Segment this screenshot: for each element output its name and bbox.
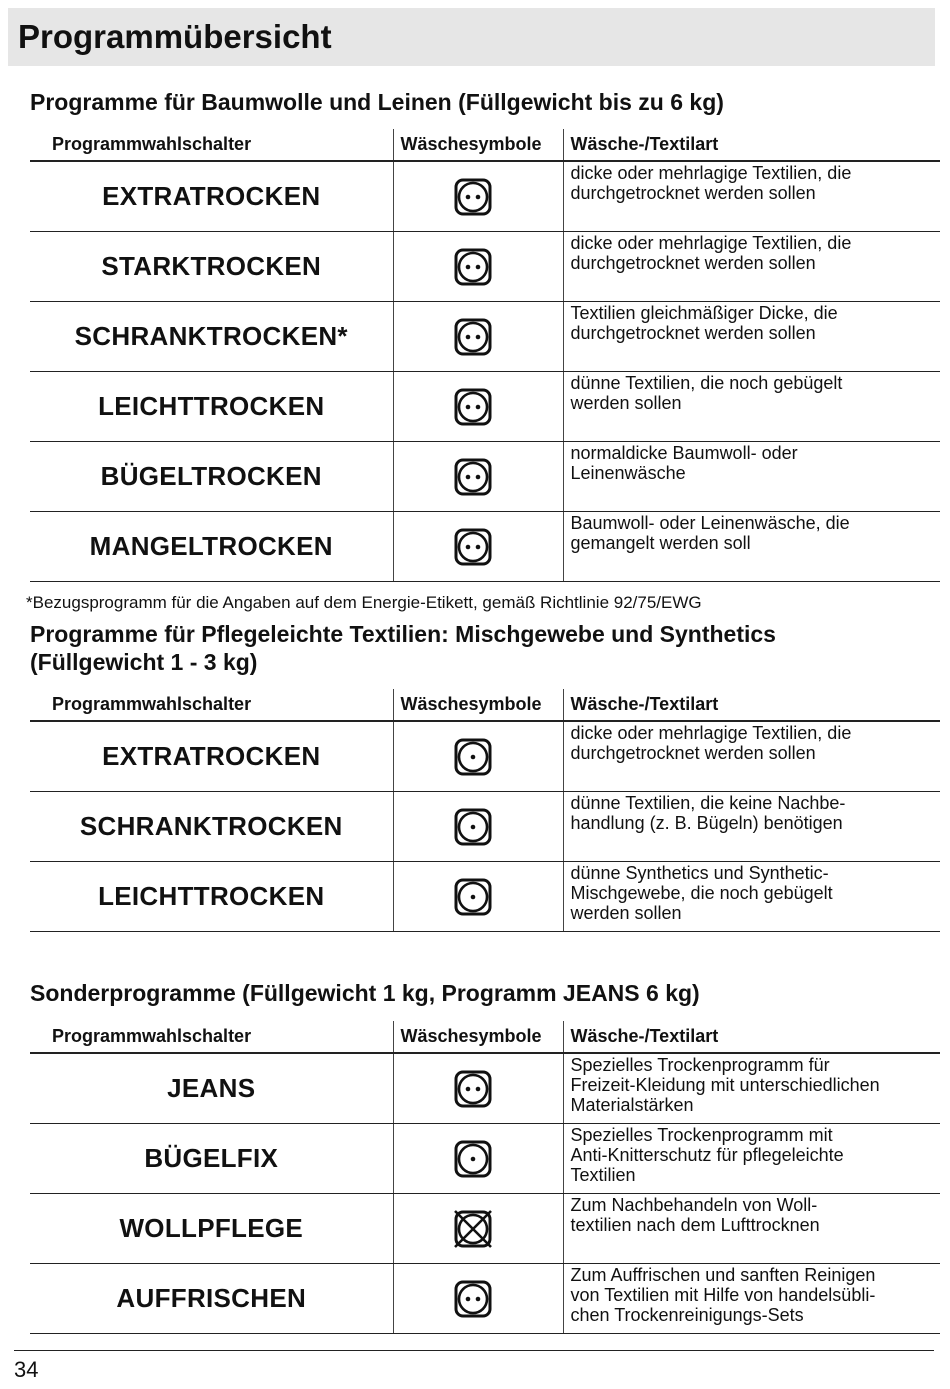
column-header-textile: Wäsche-/Textilart <box>563 129 940 161</box>
table-row <box>30 442 940 512</box>
footnote: *Bezugsprogramm für die Angaben auf dem Energie-Etikett, gemäß Richtlinie 92/75/EWG <box>26 593 702 612</box>
table-row <box>30 372 940 442</box>
textile-description: dicke oder mehrlagige Textilien, die durchgetrocknet werden sollen <box>563 232 940 302</box>
column-header-textile: Wäsche-/Textilart <box>563 1021 940 1053</box>
laundry-symbol-cell <box>393 721 563 792</box>
column-header-textile: Wäsche-/Textilart <box>563 689 940 721</box>
column-header-symbol: Wäschesymbole <box>393 1021 563 1053</box>
program-table-synthetics <box>30 689 940 932</box>
textile-description: dicke oder mehrlagige Textilien, die durchgetrocknet werden sollen <box>563 161 940 232</box>
textile-description: dünne Textilien, die keine Nachbe- handlung (z. B. Bügeln) benötigen <box>563 792 940 862</box>
laundry-symbol-cell <box>393 1194 563 1264</box>
textile-description: normaldicke Baumwoll- oder Leinenwäsche <box>563 442 940 512</box>
column-header-symbol: Wäschesymbole <box>393 129 563 161</box>
program-name: SCHRANKTROCKEN* <box>30 302 393 372</box>
column-header-program: Programmwahlschalter <box>30 129 393 161</box>
page-number: 34 <box>14 1357 39 1382</box>
table-row <box>30 1194 940 1264</box>
table-row <box>30 1264 940 1334</box>
laundry-symbol-cell <box>393 1053 563 1124</box>
table-row <box>30 232 940 302</box>
section-heading-special <box>30 979 700 1007</box>
table-header-row <box>30 1021 940 1053</box>
section-heading-line: Programme für Pflegeleichte Textilien: Mischgewebe und Synthetics <box>30 621 776 647</box>
tumble-dry-one-dot-icon <box>454 1140 492 1178</box>
textile-description: dünne Synthetics und Synthetic- Mischgewebe, die noch gebügelt werden sollen <box>563 862 940 932</box>
program-name: EXTRATROCKEN <box>30 721 393 792</box>
tumble-dry-two-dots-icon <box>454 1280 492 1318</box>
laundry-symbol-cell <box>393 512 563 582</box>
tumble-dry-two-dots-icon <box>454 528 492 566</box>
tumble-dry-one-dot-icon <box>454 878 492 916</box>
program-name: BÜGELTROCKEN <box>30 442 393 512</box>
laundry-symbol-cell <box>393 1124 563 1194</box>
section-heading-line: (Füllgewicht 1 - 3 kg) <box>30 649 258 675</box>
program-name: MANGELTROCKEN <box>30 512 393 582</box>
textile-description: Spezielles Trockenprogramm mit Anti-Knitterschutz für pflegeleichte Textilien <box>563 1124 940 1194</box>
column-header-program: Programmwahlschalter <box>30 1021 393 1053</box>
laundry-symbol-cell <box>393 1264 563 1334</box>
tumble-dry-two-dots-icon <box>454 388 492 426</box>
program-table-cotton <box>30 129 940 582</box>
program-name: LEICHTTROCKEN <box>30 862 393 932</box>
textile-description: Zum Auffrischen und sanften Reinigen von Textilien mit Hilfe von handelsübli- chen Trockenreinigungs-Sets <box>563 1264 940 1334</box>
program-name: LEICHTTROCKEN <box>30 372 393 442</box>
table-row <box>30 721 940 792</box>
column-header-symbol: Wäschesymbole <box>393 689 563 721</box>
program-name: SCHRANKTROCKEN <box>30 792 393 862</box>
textile-description: Zum Nachbehandeln von Woll- textilien nach dem Lufttrocknen <box>563 1194 940 1264</box>
table-header-row <box>30 129 940 161</box>
laundry-symbol-cell <box>393 232 563 302</box>
textile-description: Textilien gleichmäßiger Dicke, die durchgetrocknet werden sollen <box>563 302 940 372</box>
tumble-dry-one-dot-icon <box>454 808 492 846</box>
tumble-dry-two-dots-icon <box>454 318 492 356</box>
column-header-program: Programmwahlschalter <box>30 689 393 721</box>
table-row <box>30 1053 940 1124</box>
page-title: Programmübersicht <box>18 18 332 55</box>
tumble-dry-two-dots-icon <box>454 178 492 216</box>
table-row <box>30 512 940 582</box>
program-name: EXTRATROCKEN <box>30 161 393 232</box>
section-heading-line: Sonderprogramme (Füllgewicht 1 kg, Programm JEANS 6 kg) <box>30 980 700 1006</box>
program-name: BÜGELFIX <box>30 1124 393 1194</box>
title-bar <box>8 8 935 66</box>
program-name: STARKTROCKEN <box>30 232 393 302</box>
laundry-symbol-cell <box>393 442 563 512</box>
tumble-dry-two-dots-icon <box>454 248 492 286</box>
program-name: WOLLPFLEGE <box>30 1194 393 1264</box>
section-heading-synthetics <box>30 620 776 676</box>
tumble-dry-two-dots-icon <box>454 1070 492 1108</box>
laundry-symbol-cell <box>393 862 563 932</box>
laundry-symbol-cell <box>393 372 563 442</box>
table-row <box>30 862 940 932</box>
tumble-dry-two-dots-icon <box>454 458 492 496</box>
section-heading-line: Programme für Baumwolle und Leinen (Füllgewicht bis zu 6 kg) <box>30 89 724 115</box>
table-row <box>30 792 940 862</box>
table-header-row <box>30 689 940 721</box>
textile-description: Spezielles Trockenprogramm für Freizeit-Kleidung mit unterschiedlichen Materialstärken <box>563 1053 940 1124</box>
laundry-symbol-cell <box>393 792 563 862</box>
program-name: AUFFRISCHEN <box>30 1264 393 1334</box>
program-name: JEANS <box>30 1053 393 1124</box>
table-row <box>30 1124 940 1194</box>
program-table-special <box>30 1021 940 1334</box>
laundry-symbol-cell <box>393 302 563 372</box>
section-heading-cotton <box>30 88 724 116</box>
table-row <box>30 161 940 232</box>
textile-description: Baumwoll- oder Leinenwäsche, die gemangelt werden soll <box>563 512 940 582</box>
do-not-tumble-dry-icon <box>454 1210 492 1248</box>
page-footer-rule <box>14 1350 934 1351</box>
table-row <box>30 302 940 372</box>
textile-description: dünne Textilien, die noch gebügelt werden sollen <box>563 372 940 442</box>
textile-description: dicke oder mehrlagige Textilien, die durchgetrocknet werden sollen <box>563 721 940 792</box>
laundry-symbol-cell <box>393 161 563 232</box>
tumble-dry-one-dot-icon <box>454 738 492 776</box>
